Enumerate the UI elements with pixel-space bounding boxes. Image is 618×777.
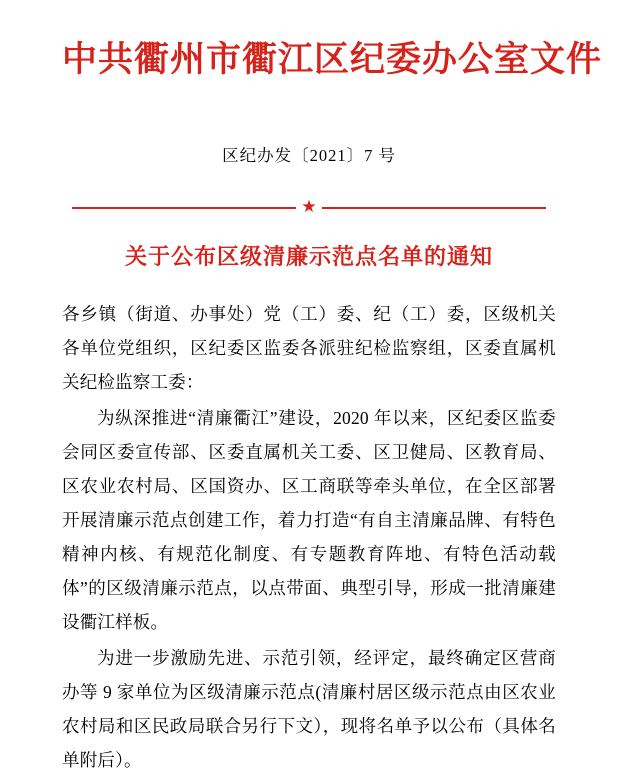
notice-title: 关于公布区级清廉示范点名单的通知	[124, 243, 493, 270]
paragraph-announcement: 为进一步激励先进、示范引领，经评定，最终确定区营商办等 9 家单位为区级清廉示范点(清廉村居区级示范点由区农业农村局和区民政局联合另行下文），现将名单予以公布（具体名单附后）。	[62, 647, 556, 770]
paragraph-background: 为纵深推进“清廉衢江”建设，2020 年以来，区纪委区监委会同区委宣传部、区委直属机关工委、区卫健局、区教育局、区农业农村局、区国资办、区工商联等牵头单位，在全区部署开展清廉示范点创建工作，着力打造“有自主清廉品牌、有特色精神内核、有规范化制度、有专题教育阵地、有特色活动载体”的区级清廉示范点，以点带面、典型引导，形成一批清廉建设衢江样板。	[62, 407, 556, 632]
red-star-icon: ★	[296, 198, 322, 216]
document-body	[62, 271, 556, 777]
document-header-title: 中共衢州市衢江区纪委办公室文件	[62, 39, 603, 80]
paragraph-recipients: 各乡镇（街道、办事处）党（工）委、纪（工）委，区级机关各单位党组织，区纪委区监委各派驻纪检监察组，区委直属机关纪检监察工委：	[62, 303, 556, 392]
red-separator-rule	[62, 196, 556, 216]
document-number: 区纪办发〔2021〕7 号	[222, 145, 396, 165]
